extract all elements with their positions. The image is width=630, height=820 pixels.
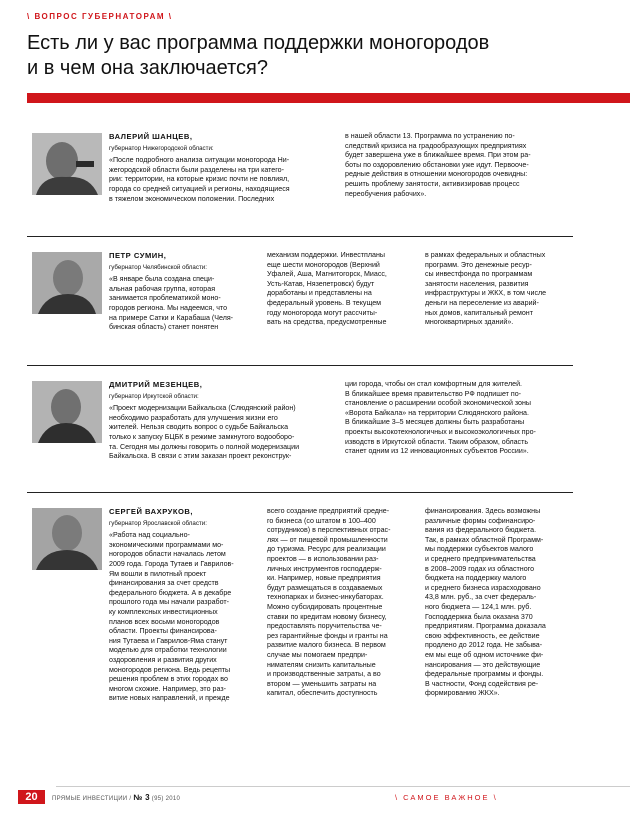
governor-role: губернатор Ярославской области: — [109, 519, 207, 527]
governor-entry-shantsev — [27, 128, 573, 228]
quote-column-2: механизм поддержки. Инвестпланы еще шести моногородов (Верхний Уфалей, Аша, Магнитогорск, Миасс, Усть-Катав, Нязепетровск) будут доработаны и представлены на федеральный уровень. В текущем году моногорода могут рассчиты- вать на средства, предусмотренные — [267, 251, 387, 327]
governor-entry-mezentsev — [27, 376, 573, 486]
publication-name — [52, 793, 180, 802]
governor-name: ДМИТРИЙ МЕЗЕНЦЕВ, — [109, 380, 203, 389]
governor-name: ПЕТР СУМИН, — [109, 251, 167, 260]
publication-title: ПРЯМЫЕ ИНВЕСТИЦИИ / — [52, 796, 134, 802]
quote-column-2: ции города, чтобы он стал комфортным для жителей. В ближайшее время правительство РФ подпишет по- становление о расширении особой экономической зоны «Ворота Байкала» на территории Слюдянского района. В ближайшие 3–5 месяцев должны быть разработаны проекты высокотехнологичных и высокоэкологичных про- изводств в Иркутской области. Таким образом, область станет одним из 12 инновационных субъектов России». — [345, 380, 536, 456]
governor-role: губернатор Челябинской области: — [109, 263, 207, 271]
quote-column-1: «Работа над социально- экономическими программами мо- ногородов области началась летом 2009 года. Города Тутаев и Гаврилов- Ям вошли в пилотный проект финансирования за счет средств федерального бюджета. А в декабре прошлого года мы начали разработ- ку комплексных инвестиционных планов всех восьми моногородов области. Проекты финансирова- ния Тутаева и Гаврилов-Яма станут моделью для отработки технологии оздоровления и развития других моногородов региона. Ведь рецепты решения проблем в этих городах во многом схожие. Например, это раз- витие новых направлений, и прежде — [109, 531, 234, 703]
governor-photo-mezentsev — [32, 381, 102, 443]
governor-photo-shantsev — [32, 133, 102, 195]
quote-column-3: в рамках федеральных и областных программ. Это денежные ресур- сы инвестфонда по программам занятости населения, развития инфраструктуры и ЖКХ, в том числе деньги на переселение из аварий- ных домов, капитальный ремонт многоквартирных зданий». — [425, 251, 547, 327]
section-divider — [27, 236, 573, 237]
page-number: 20 — [18, 790, 45, 804]
governor-role: губернатор Иркутской области: — [109, 392, 199, 400]
rubric: \ ВОПРОС ГУБЕРНАТОРАМ \ — [27, 12, 173, 21]
governor-photo-vakhrukov — [32, 508, 102, 570]
footer-divider — [56, 786, 630, 787]
governor-name: СЕРГЕЙ ВАХРУКОВ, — [109, 507, 194, 516]
quote-column-2: всего создание предприятий средне- го бизнеса (со штатом в 100–400 сотрудников) в перспективных отрас- лях — от пищевой промышленности до туризма. Ресурс для реализации проектов — в использовании раз- личных инструментов господдерж- ки. Например, новые предприятия будут размещаться в создаваемых технопарках и бизнес-инкубаторах. Можно субсидировать процентные ставки по кредитам новому бизнесу, предоставлять поручительства че- рез гарантийные фонды и гранты на развитие малого бизнеса. В первом случае мы помогаем предпри- нимателям снизить капитальные и производственные затраты, а во втором — уменьшить затраты на капитал, обеспечить доступность — [267, 507, 391, 698]
governor-entry-vakhrukov — [27, 503, 573, 753]
quote-column-3: финансирования. Здесь возможны различные формы софинансиро- вания из федерального бюджета. Так, в рамках областной Программ- мы поддержки субъектов малого и среднего предпринимательства в 2008–2009 годах из областного бюджета на поддержку малого и среднего бизнеса израсходовано 43,8 млн. руб., за счет федераль- ного бюджета — 124,1 млн. руб. Господдержка была оказана 370 предприятиям. Программа доказала свою эффективность, ее действие продлено до 2012 года. Не забыва- ем мы еще об одном источнике фи- нансирования — это действующие федеральные программы и фонды. В частности, Фонд содействия ре- формированию ЖКХ». — [425, 507, 546, 698]
section-divider — [27, 492, 573, 493]
headline-line-1: Есть ли у вас программа поддержки моногородов — [27, 32, 490, 54]
quote-column-1: «После подробного анализа ситуации моногорода Ни- жегородской области были разделены на три катего- рии: территории, на которые кризис почти не повлиял, города со средней ситуацией и регионы, находящиеся в тяжелом экономическом положении. Последних — [109, 156, 290, 203]
issue-number: № 3 — [133, 793, 150, 802]
red-banner — [27, 93, 630, 103]
page-title — [27, 31, 607, 81]
quote-column-1: «Проект модернизации Байкальска (Слюдянский район) необходимо разработать для улучшения жизни его жителей. Нельзя сводить вопрос о судьбе Байкальска только к запуску БЦБК в режиме замкнутого водооборо- та. Сегодня мы должны говорить о полной модернизации Байкальска. В связи с этим заказан проект реконструк- — [109, 404, 300, 461]
governor-name: ВАЛЕРИЙ ШАНЦЕВ, — [109, 132, 193, 141]
section-divider — [27, 365, 573, 366]
quote-column-2: в нашей области 13. Программа по устранению по- следствий кризиса на градообразующих предприятиях будет завершена уже в ближайшее время. При этом ра- боты по оздоровлению обстановки уже идут. Первооче- редные действия в отношении моногородов очевидны: решить проблему занятости, активизировав процесс переобучения рабочих». — [345, 132, 531, 198]
governor-photo-sumin — [32, 252, 102, 314]
governor-role: губернатор Нижегородской области: — [109, 144, 214, 152]
headline-line-2: и в чем она заключается? — [27, 57, 268, 79]
section-label: \ САМОЕ ВАЖНОЕ \ — [395, 793, 498, 802]
issue-detail: (95) 2010 — [149, 796, 181, 802]
quote-column-1: «В январе была создана специ- альная рабочая группа, которая занимается проблематикой моно- городов региона. Мы надеемся, что на примере Сатки и Карабаша (Челя- бинская область) станет понятен — [109, 275, 234, 332]
governor-entry-sumin — [27, 247, 573, 357]
